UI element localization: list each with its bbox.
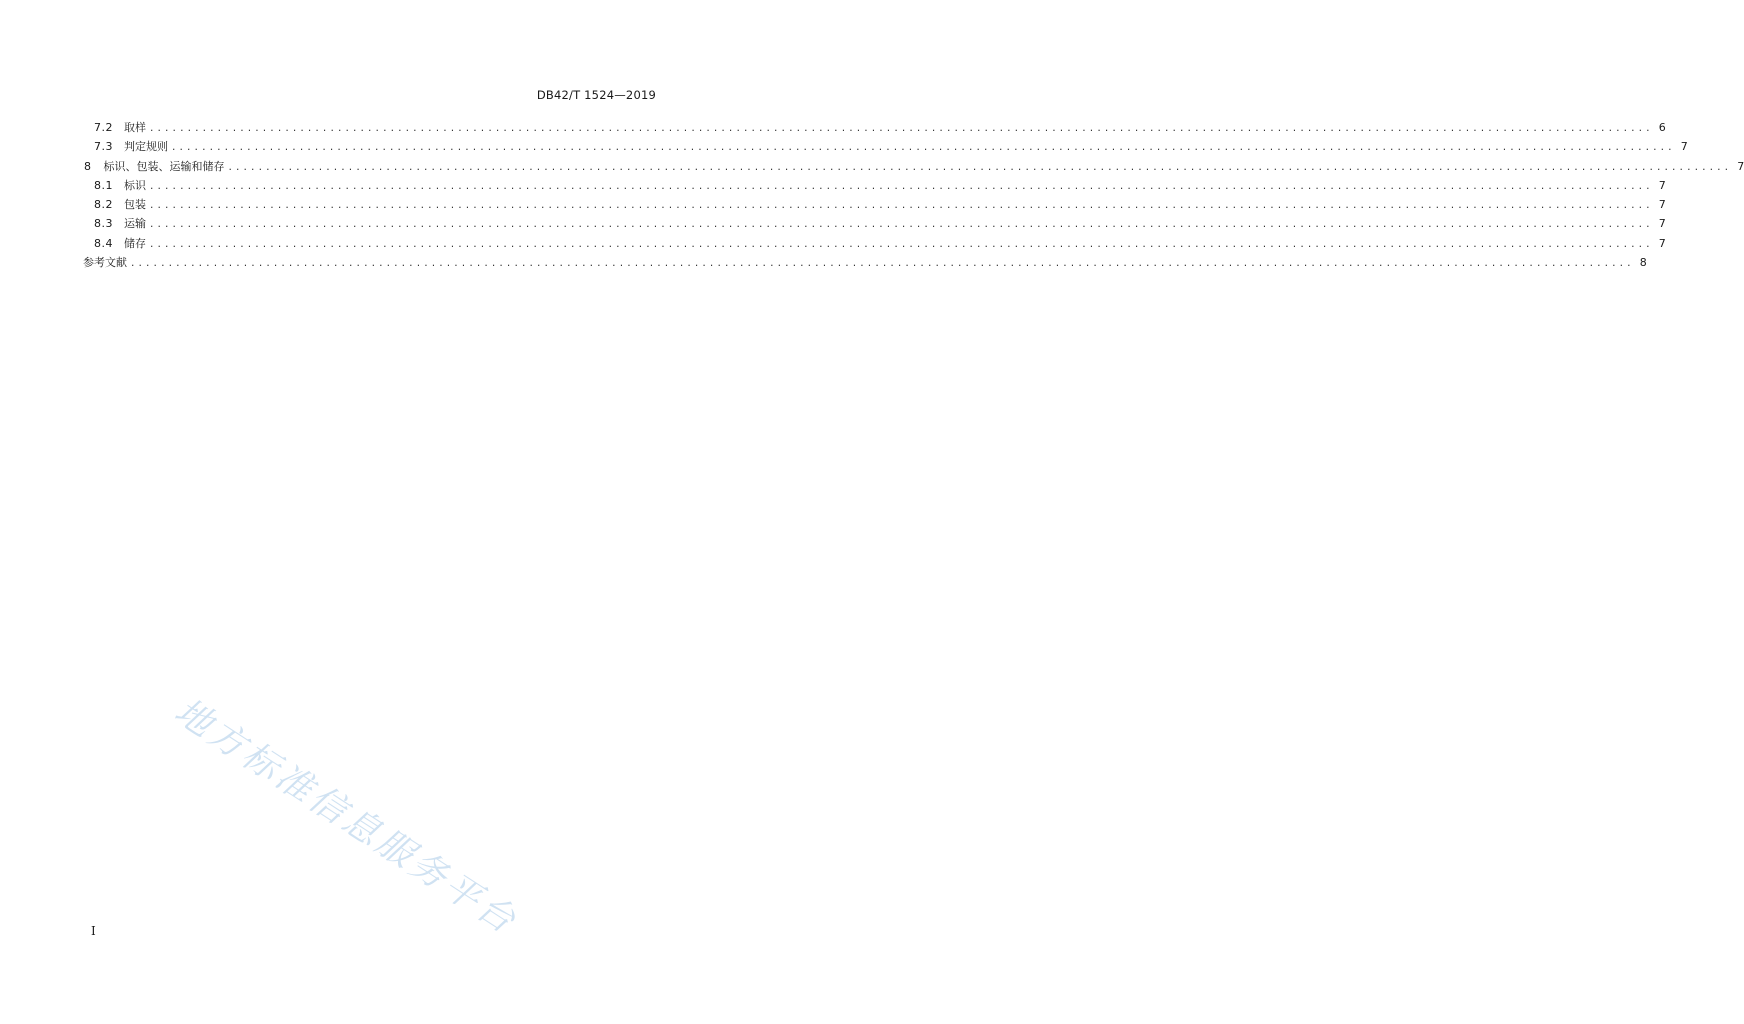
toc-item-title: 运输 <box>124 217 146 231</box>
toc-leader-dots: ........................................................................................................................................................................................................ <box>149 181 1653 192</box>
toc-item-title: 储存 <box>124 236 146 250</box>
toc-item[interactable] <box>80 195 1666 214</box>
toc-item-number: 8.2 <box>94 198 113 212</box>
toc-leader-dots: ........................................................................................................................................................................................................ <box>171 143 1675 154</box>
toc-item-number: 8 <box>84 159 92 173</box>
document-code: DB42/T 1524—2019 <box>536 88 656 102</box>
toc-item-number: 8.3 <box>94 217 113 231</box>
toc-item-page: 7 <box>1680 140 1688 154</box>
toc-item[interactable] <box>80 157 1744 176</box>
toc-item-title: 标识 <box>124 178 146 192</box>
toc-item-title: 判定规则 <box>124 140 168 154</box>
toc-item[interactable] <box>80 176 1666 195</box>
toc-item-number: 7.2 <box>94 121 113 134</box>
toc-item-page: 7 <box>1658 217 1666 231</box>
toc-item-title: 包装 <box>124 198 146 212</box>
toc-item-page: 7 <box>1658 198 1666 212</box>
toc-item-page: 7 <box>1658 178 1666 192</box>
toc-leader-dots: ........................................................................................................................................................................................................ <box>149 124 1653 134</box>
toc-item-page: 8 <box>1639 256 1647 270</box>
toc-leader-dots: ........................................................................................................................................................................................................ <box>149 220 1653 231</box>
toc-leader-dots: ........................................................................................................................................................................................................ <box>149 239 1653 250</box>
toc-item-number: 8.1 <box>94 178 113 192</box>
toc-item-title: 参考文献 <box>83 256 127 270</box>
toc-item-number: 7.3 <box>94 140 113 154</box>
toc-item-page: 6 <box>1658 121 1666 134</box>
toc-item[interactable] <box>80 234 1666 253</box>
watermark: 地方标准信息服务平台 <box>167 690 526 944</box>
toc-item[interactable] <box>80 137 1688 156</box>
toc-leader-dots: ........................................................................................................................................................................................................ <box>227 162 1732 173</box>
toc-leader-dots: ........................................................................................................................................................................................................ <box>130 259 1634 270</box>
toc-item-number: 8.4 <box>94 236 113 250</box>
toc-leader-dots: ........................................................................................................................................................................................................ <box>149 201 1653 212</box>
toc-item[interactable] <box>80 118 1666 137</box>
toc-item-title: 标识、包装、运输和储存 <box>103 159 225 173</box>
toc-item[interactable] <box>80 214 1666 233</box>
table-of-contents <box>80 118 1744 272</box>
toc-item-page: 7 <box>1658 236 1666 250</box>
toc-item-title: 取样 <box>124 121 146 134</box>
toc-item-references[interactable] <box>80 253 1647 272</box>
page-number: I <box>91 924 96 938</box>
toc-item-page: 7 <box>1737 159 1744 173</box>
